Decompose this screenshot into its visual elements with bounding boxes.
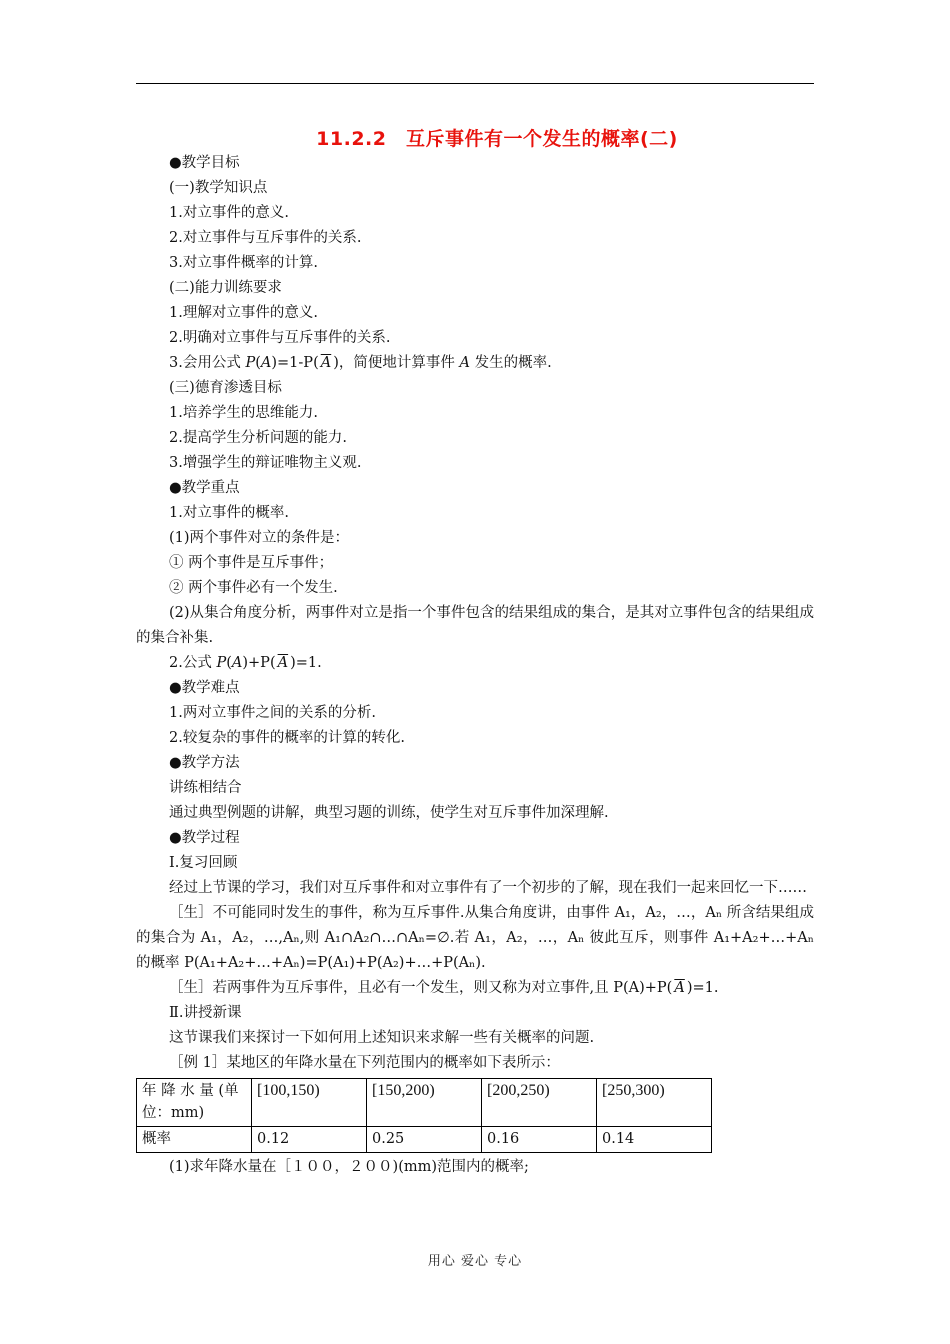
section-heading: ●教学方法 bbox=[169, 755, 240, 771]
formula-line: 2.公式 P(A)+P( $\overline{A}$ )=1. bbox=[136, 651, 814, 676]
section-heading: ●教学重点 bbox=[169, 480, 240, 496]
paragraph: 经过上节课的学习，我们对互斥事件和对立事件有了一个初步的了解，现在我们一起来回忆一下…… bbox=[169, 880, 807, 896]
header-rule bbox=[136, 83, 814, 84]
text-line: 1.培养学生的思维能力. bbox=[169, 405, 318, 421]
text-line: Ⅰ.复习回顾 bbox=[169, 855, 238, 871]
section-heading: ●教学过程 bbox=[169, 830, 240, 846]
document-body bbox=[136, 151, 814, 1180]
text-line: 1.对立事件的概率. bbox=[169, 505, 289, 521]
table-row bbox=[137, 1127, 712, 1153]
paragraph: (2)从集合角度分析，两事件对立是指一个事件包含的结果组成的集合，是其对立事件包含的结果组成的集合补集. bbox=[136, 605, 814, 646]
table-cell: 年 降 水 量 (单位：mm) bbox=[137, 1079, 252, 1127]
text-line: (1)求年降水量在［１００，２００)(mm)范围内的概率; bbox=[169, 1159, 529, 1175]
text-line: 1.两对立事件之间的关系的分析. bbox=[169, 705, 376, 721]
table-cell: [100,150) bbox=[252, 1079, 367, 1127]
text-line: 3.增强学生的辩证唯物主义观. bbox=[169, 455, 362, 471]
text-line: ① 两个事件是互斥事件； bbox=[169, 555, 334, 571]
table-cell: 概率 bbox=[137, 1127, 252, 1153]
text-line: 2.明确对立事件与互斥事件的关系. bbox=[169, 330, 391, 346]
complement-a: $\overline{A}$ bbox=[320, 355, 332, 371]
probability-table bbox=[136, 1078, 712, 1153]
section-heading: ●教学难点 bbox=[169, 680, 240, 696]
table-cell: 0.16 bbox=[482, 1127, 597, 1153]
text-line: (一)教学知识点 bbox=[169, 180, 268, 196]
text-line: 讲练相结合 bbox=[169, 780, 242, 796]
text-line: 这节课我们来探讨一下如何用上述知识来求解一些有关概率的问题. bbox=[169, 1030, 595, 1046]
text-line: 1.对立事件的意义. bbox=[169, 205, 289, 221]
table-row bbox=[137, 1079, 712, 1127]
text-line: 3.对立事件概率的计算. bbox=[169, 255, 318, 271]
table-cell: 0.25 bbox=[367, 1127, 482, 1153]
text-line: 1.理解对立事件的意义. bbox=[169, 305, 318, 321]
formula-line: ［生］若两事件为互斥事件，且必有一个发生，则又称为对立事件,且 P(A)+P( $\overline{A}$ )=1. bbox=[136, 976, 814, 1001]
table-cell: [250,300) bbox=[597, 1079, 712, 1127]
text-line: ［例 1］某地区的年降水量在下列范围内的概率如下表所示： bbox=[169, 1055, 560, 1071]
table-cell: [150,200) bbox=[367, 1079, 482, 1127]
text-line: 通过典型例题的讲解，典型习题的训练，使学生对互斥事件加深理解. bbox=[169, 805, 609, 821]
section-heading: ●教学目标 bbox=[169, 155, 240, 171]
complement-a: $\overline{A}$ bbox=[674, 980, 685, 996]
formula-line: 3.会用公式 P(A)=1-P( $\overline{A}$ )，简便地计算事件 A 发生的概率. bbox=[136, 351, 814, 376]
table-cell: 0.12 bbox=[252, 1127, 367, 1153]
paragraph: ［生］不可能同时发生的事件，称为互斥事件.从集合角度讲，由事件 A₁，A₂，…，Aₙ 所含结果组成的集合为 A₁，A₂，…,Aₙ,则 A₁∩A₂∩…∩Aₙ=∅.若 A₁，A₂，…，Aₙ 彼此互斥，则事件 A₁+A₂+…+Aₙ 的概率 P(A₁+A₂+…+Aₙ)=P(A₁)+P(A₂)+…+P(Aₙ). bbox=[136, 905, 814, 971]
text-line: 2.较复杂的事件的概率的计算的转化. bbox=[169, 730, 405, 746]
table-cell: 0.14 bbox=[597, 1127, 712, 1153]
complement-a: $\overline{A}$ bbox=[277, 655, 289, 671]
text-line: 2.提高学生分析问题的能力. bbox=[169, 430, 347, 446]
page-title: 11.2.2 互斥事件有一个发生的概率(二) bbox=[316, 128, 678, 150]
text-line: (三)德育渗透目标 bbox=[169, 380, 282, 396]
text-line: (1)两个事件对立的条件是： bbox=[169, 530, 350, 546]
table-cell: [200,250) bbox=[482, 1079, 597, 1127]
text-line: ② 两个事件必有一个发生. bbox=[169, 580, 338, 596]
page-footer: 用心 爱心 专心 bbox=[427, 1254, 523, 1269]
text-line: 2.对立事件与互斥事件的关系. bbox=[169, 230, 362, 246]
text-line: (二)能力训练要求 bbox=[169, 280, 282, 296]
text-line: Ⅱ.讲授新课 bbox=[169, 1005, 242, 1021]
